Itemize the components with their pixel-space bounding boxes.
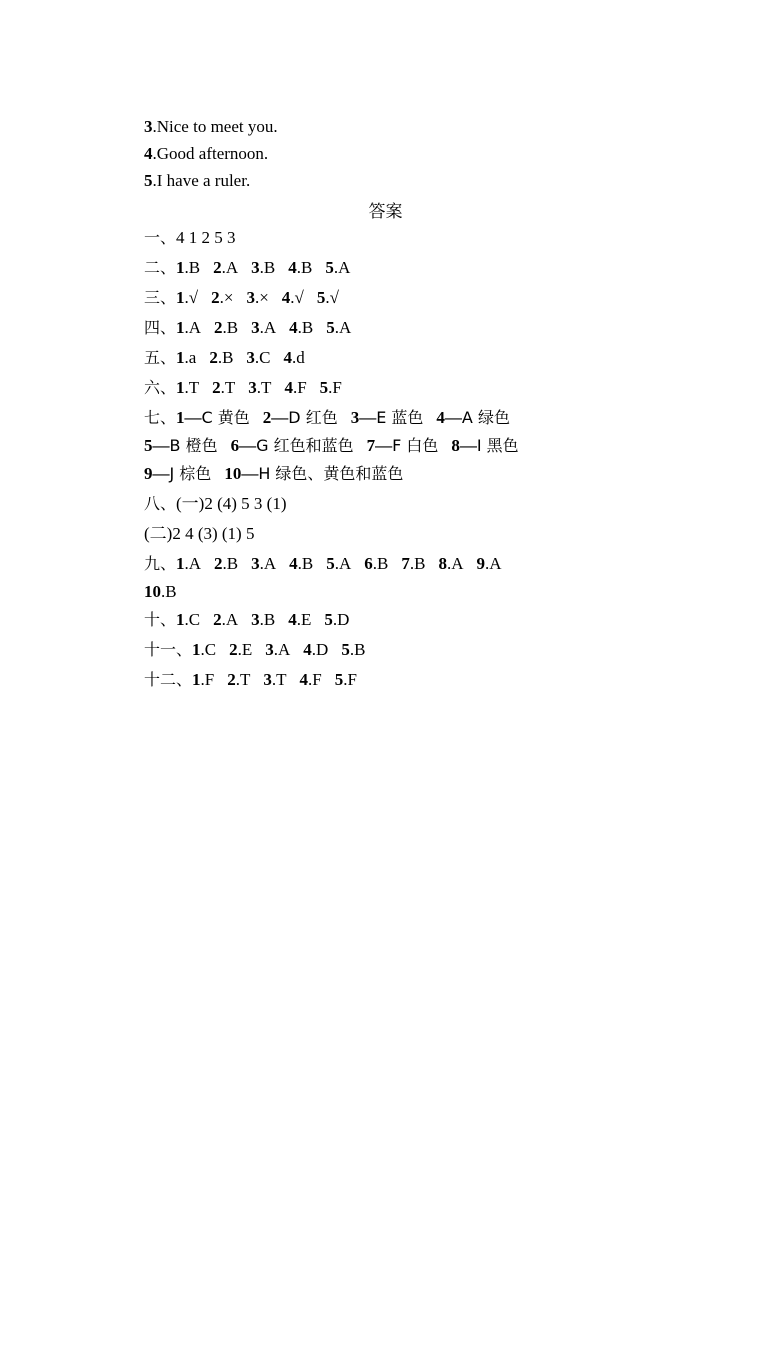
answer-item-value: .A — [184, 554, 202, 573]
answer-item — [282, 288, 304, 307]
answer-item-value: .E — [237, 640, 253, 659]
answer-item — [326, 554, 351, 573]
answer-item-value: .A — [334, 318, 352, 337]
answer-item — [325, 258, 350, 277]
answer-item-value: .A — [273, 640, 291, 659]
answer-item-number: 3 — [251, 258, 260, 277]
intro-line: 5.I have a ruler. — [144, 171, 251, 190]
answer-item — [212, 378, 235, 397]
answer-item-value: J 棕色 — [169, 464, 212, 483]
answer-item — [284, 378, 306, 397]
answer-item — [288, 258, 312, 277]
answer-item-number: 1 — [176, 258, 185, 277]
answer-item-number: 1— — [176, 408, 202, 427]
answer-item-number: 5 — [325, 258, 334, 277]
answer-item-number: 3 — [251, 610, 260, 629]
answer-item — [326, 318, 351, 337]
answer-item-number: 1 — [176, 348, 185, 367]
answer-item — [300, 670, 322, 689]
answer-item — [227, 670, 250, 689]
answer-item-number: 5 — [326, 554, 335, 573]
answer-item — [209, 348, 233, 367]
answer-item-number: 2— — [262, 408, 289, 427]
answer-item-value: .D — [311, 640, 329, 659]
answer-item-value: .F — [308, 670, 322, 689]
answer-item-number: 3 — [263, 670, 272, 689]
answer-item-number: 4 — [288, 258, 297, 277]
answer-item-value: G 红色和蓝色 — [256, 436, 354, 455]
answer-item-number: 3 — [251, 318, 260, 337]
answer-item — [341, 640, 365, 659]
answer-item — [231, 436, 354, 455]
answer-item-value: .B — [217, 348, 234, 367]
answer-item-value: F 白色 — [392, 436, 439, 455]
answer-item-value: .E — [296, 610, 312, 629]
answer-item-number: 5 — [316, 288, 326, 307]
answer-item-number: 5 — [334, 670, 344, 689]
answer-item-number: 3 — [251, 554, 260, 573]
answer-item-number: 3 — [265, 640, 274, 659]
answer-row-12: 十二、1.F 2.T 3.T 4.F 5.F — [144, 670, 357, 689]
answer-item — [364, 554, 388, 573]
answers-title: 答案 — [368, 202, 403, 222]
answer-item-value: .T — [235, 670, 251, 689]
answer-item — [251, 318, 276, 337]
answer-item-value: .A — [221, 610, 239, 629]
answer-item-value: .A — [221, 258, 239, 277]
answer-item — [176, 318, 201, 337]
answer-row-4: 四、1.A 2.B 3.A 4.B 5.A — [144, 318, 352, 337]
answer-item-number: 9— — [144, 464, 170, 483]
answer-item-number: 2 — [211, 288, 220, 307]
answer-item — [436, 408, 510, 427]
answer-item-value: .A — [485, 554, 502, 573]
answer-item — [317, 288, 339, 307]
answer-row-7-cont — [144, 435, 724, 463]
answer-item-value: .A — [334, 554, 352, 573]
answer-item-number: 4 — [289, 554, 298, 573]
answer-item — [335, 670, 357, 689]
answer-item-number: 6— — [230, 436, 257, 455]
answer-item-number: 3 — [246, 348, 255, 367]
answer-item-number: 4 — [284, 378, 293, 397]
answer-list — [144, 227, 724, 699]
answer-item — [214, 318, 238, 337]
answer-item-value: .B — [259, 610, 276, 629]
answer-item — [284, 348, 305, 367]
answer-item — [351, 408, 424, 427]
answer-item — [224, 464, 403, 483]
answer-item-number: 8— — [451, 436, 477, 455]
answer-item — [265, 640, 290, 659]
answer-item — [176, 610, 200, 629]
answer-item-number: 7— — [366, 436, 393, 455]
answer-item-value: D 红色 — [288, 408, 338, 427]
answer-item-value: .B — [372, 554, 389, 573]
answer-item — [263, 408, 338, 427]
answer-item — [229, 640, 252, 659]
intro-line: 3.Nice to meet you. — [144, 117, 278, 136]
answer-item — [144, 436, 218, 455]
answer-item — [289, 318, 313, 337]
answer-item-value: .B — [297, 554, 314, 573]
answer-item-value: .B — [296, 258, 313, 277]
answer-row-9-cont: 10.B — [144, 582, 177, 601]
answer-item — [192, 640, 216, 659]
answer-item-number: 4 — [289, 318, 298, 337]
answer-item — [176, 554, 201, 573]
answer-item-value: .A — [259, 318, 277, 337]
answer-item-value: .√ — [325, 288, 339, 307]
answer-item-number: 2 — [214, 554, 223, 573]
answer-item-number: 10— — [224, 464, 259, 483]
answer-item-value: .d — [292, 348, 305, 367]
answer-item-number: 4— — [436, 408, 462, 427]
answer-item-value: .√ — [184, 288, 199, 307]
answer-item-number: 2 — [212, 378, 221, 397]
answer-item — [176, 378, 199, 397]
answer-row-5: 五、1.a 2.B 3.C 4.d — [144, 348, 305, 367]
answer-item-number: 4 — [283, 348, 292, 367]
answer-item-value: .B — [222, 318, 239, 337]
answer-item-value: .T — [256, 378, 272, 397]
answer-item — [477, 554, 502, 573]
answer-item-number: 1 — [176, 554, 185, 573]
answer-item — [303, 640, 328, 659]
answer-item-number: 1 — [176, 318, 185, 337]
answer-item-value: .C — [254, 348, 271, 367]
answer-item-number: 5 — [326, 318, 335, 337]
answer-item-value: .D — [332, 610, 350, 629]
answer-item-value: .B — [259, 258, 276, 277]
intro-text — [144, 116, 704, 197]
answer-item — [246, 288, 268, 307]
answer-row-11: 十一、1.C 2.E 3.A 4.D 5.B — [144, 640, 366, 659]
answer-item-value: .C — [184, 610, 201, 629]
answer-item-number: 3 — [248, 378, 257, 397]
answer-item-number: 1 — [176, 610, 185, 629]
answer-row-1: 一、4 1 2 5 3 — [144, 228, 236, 247]
answer-item — [176, 408, 250, 427]
answer-item-number: 4 — [303, 640, 312, 659]
answer-item-number: 5— — [144, 436, 170, 455]
answer-row-8: 八、(一)2 (4) 5 3 (1) — [144, 494, 287, 513]
answer-item-number: 2 — [214, 318, 223, 337]
answer-item — [213, 610, 238, 629]
answer-item — [176, 258, 200, 277]
answer-item-value: .× — [219, 288, 234, 307]
intro-line: 4.Good afternoon. — [144, 144, 269, 163]
answer-item-value: .B — [409, 554, 426, 573]
answer-row-7-cont — [144, 463, 724, 493]
answer-item — [211, 288, 233, 307]
answer-item-value: .T — [184, 378, 200, 397]
answer-item-value: .T — [271, 670, 287, 689]
answer-item-number: 2 — [213, 258, 222, 277]
answer-item-number: 1 — [176, 288, 185, 307]
answer-item-value: .F — [200, 670, 215, 689]
answer-item — [246, 348, 270, 367]
answer-item-number: 2 — [213, 610, 222, 629]
answer-item-value: .B — [349, 640, 366, 659]
answer-item-value: I 黑色 — [476, 436, 519, 455]
answer-item-value: H 绿色、黄色和蓝色 — [258, 464, 404, 483]
answer-item-number: 2 — [229, 640, 238, 659]
answer-item — [451, 436, 518, 455]
answer-item-value: .C — [200, 640, 217, 659]
answer-item-value: A 绿色 — [461, 408, 510, 427]
answer-item — [144, 464, 211, 483]
answer-item — [213, 258, 238, 277]
answer-item — [288, 610, 311, 629]
answer-item-value: C 黄色 — [201, 408, 250, 427]
answer-item — [320, 378, 342, 397]
answer-item-number: 6 — [364, 554, 373, 573]
answer-item-value: .a — [184, 348, 197, 367]
answer-item-number: 5 — [319, 378, 329, 397]
answer-item-number: 3 — [246, 288, 255, 307]
answer-row-10: 十、1.C 2.A 3.B 4.E 5.D — [144, 610, 350, 629]
answer-item — [176, 288, 198, 307]
answer-item — [289, 554, 313, 573]
answer-item-value: B 橙色 — [169, 436, 218, 455]
answer-item — [263, 670, 286, 689]
answer-item — [176, 348, 196, 367]
answer-item-number: 8 — [438, 554, 447, 573]
answer-item-value: .B — [297, 318, 314, 337]
answer-item-value: .B — [222, 554, 239, 573]
answer-item-number: 9 — [476, 554, 486, 573]
answer-item-value: .A — [184, 318, 202, 337]
answer-item-value: .A — [333, 258, 351, 277]
answer-item-number: 5 — [341, 640, 350, 659]
answer-item-number: 5 — [324, 610, 333, 629]
answer-row-9: 九、1.A 2.B 3.A 4.B 5.A 6.B 7.B 8.A 9.A — [144, 554, 502, 573]
answer-item-number: 1 — [192, 640, 201, 659]
answer-item-value: .√ — [290, 288, 304, 307]
answer-item — [214, 554, 238, 573]
answer-item — [251, 554, 276, 573]
answer-item-value: .A — [446, 554, 464, 573]
answer-item-value: .F — [292, 378, 307, 397]
answer-item-value: .T — [220, 378, 236, 397]
answer-item-number: 4 — [288, 610, 297, 629]
answer-item — [367, 436, 439, 455]
answer-item — [438, 554, 463, 573]
answer-item-number: 4 — [281, 288, 291, 307]
answer-item-value: .F — [343, 670, 357, 689]
answer-item-number: 2 — [227, 670, 236, 689]
answer-item — [251, 610, 275, 629]
answer-item — [324, 610, 349, 629]
answer-item-number: 2 — [209, 348, 218, 367]
answer-item-value: .A — [259, 554, 277, 573]
answer-row-3: 三、1.√ 2.× 3.× 4.√ 5.√ — [144, 288, 339, 307]
answer-item — [401, 554, 425, 573]
answer-row-8-cont: (二)2 4 (3) (1) 5 — [144, 524, 255, 543]
answer-item-number: 1 — [176, 378, 185, 397]
answer-item — [192, 670, 214, 689]
answer-item-number: 3— — [350, 408, 377, 427]
answer-item-value: .× — [254, 288, 269, 307]
answer-item-value: .B — [184, 258, 201, 277]
answer-item-value: E 蓝色 — [376, 408, 424, 427]
answer-item-value: .F — [328, 378, 342, 397]
answer-item — [251, 258, 275, 277]
answer-row-6: 六、1.T 2.T 3.T 4.F 5.F — [144, 378, 342, 397]
answer-item-number: 7 — [401, 554, 410, 573]
answer-row-7: 七、1—C 黄色 2—D 红色 3—E 蓝色 4—A 绿色 — [144, 408, 510, 427]
answer-item-number: 4 — [299, 670, 309, 689]
answer-item-number: 1 — [192, 670, 201, 689]
answer-item — [248, 378, 271, 397]
answer-row-2: 二、1.B 2.A 3.B 4.B 5.A — [144, 258, 351, 277]
